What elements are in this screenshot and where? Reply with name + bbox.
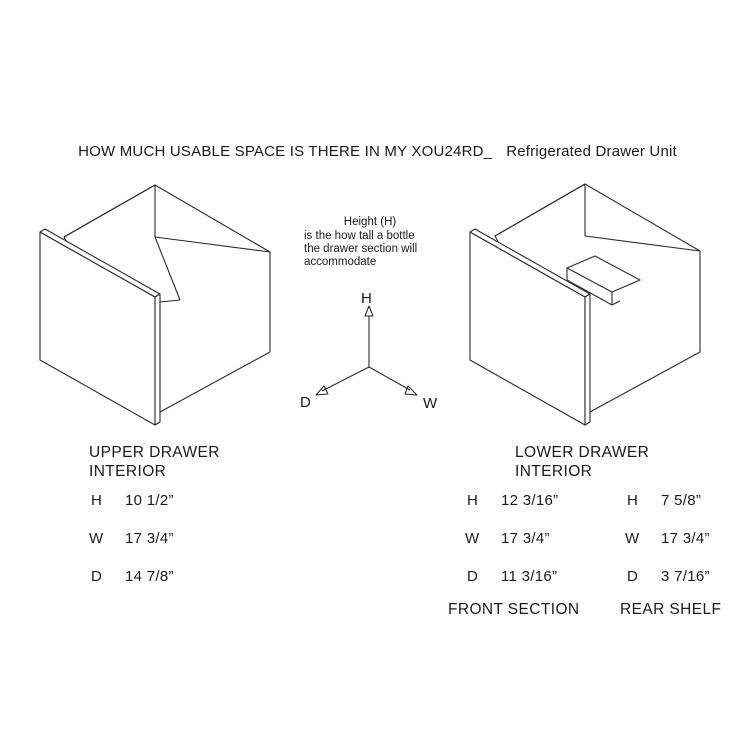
upper-heading-line1: UPPER DRAWER [89,444,220,461]
axis-label-w: W [423,395,438,412]
upper-drawer-back-edge [64,185,155,237]
lower-drawer-back-edge [495,184,585,236]
lower-heading-line2: INTERIOR [515,463,593,480]
front-h-label: H [467,492,478,509]
title-sub: Refrigerated Drawer Unit [506,143,677,160]
front-section-caption: FRONT SECTION [448,601,580,618]
height-note-line1: Height (H) [343,216,397,228]
height-note [300,216,440,229]
axis-label-d: D [300,394,311,411]
rear-w-label: W [625,530,640,547]
lower-heading-line1: LOWER DRAWER [515,444,650,461]
rear-w-value: 17 3/4” [661,530,710,547]
rear-h-label: H [627,492,638,509]
lower-drawer-drawing [470,184,700,425]
axis-indicator [316,306,417,395]
upper-d-label: D [91,568,102,585]
rear-shelf-caption: REAR SHELF [620,601,722,618]
upper-h-label: H [91,492,102,509]
upper-d-value: 14 7/8” [125,568,174,585]
title-main: HOW MUCH USABLE SPACE IS THERE IN MY XOU24RD_ [78,143,493,160]
height-note-line4: accommodate [304,256,377,268]
height-note-line3: the drawer section will [304,243,418,255]
upper-h-value: 10 1/2” [125,492,174,509]
height-arrow-icon [365,306,373,316]
front-w-value: 17 3/4” [501,530,550,547]
front-w-label: W [465,530,480,547]
rear-d-value: 3 7/16” [661,568,710,585]
upper-w-label: W [89,530,104,547]
height-note-body [304,230,417,269]
upper-drawer-heading [89,443,220,481]
front-d-value: 11 3/16” [501,568,558,585]
upper-drawer-drawing [40,185,270,425]
upper-heading-line2: INTERIOR [89,463,167,480]
front-d-label: D [467,568,478,585]
width-arrow-icon [405,386,417,395]
front-h-value: 12 3/16” [501,492,559,509]
lower-drawer-heading [515,443,649,481]
upper-w-value: 17 3/4” [125,530,174,547]
height-note-line2: is the how tall a bottle [304,230,415,242]
axis-label-h: H [361,290,372,307]
rear-h-value: 7 5/8” [661,492,702,509]
rear-d-label: D [627,568,638,585]
